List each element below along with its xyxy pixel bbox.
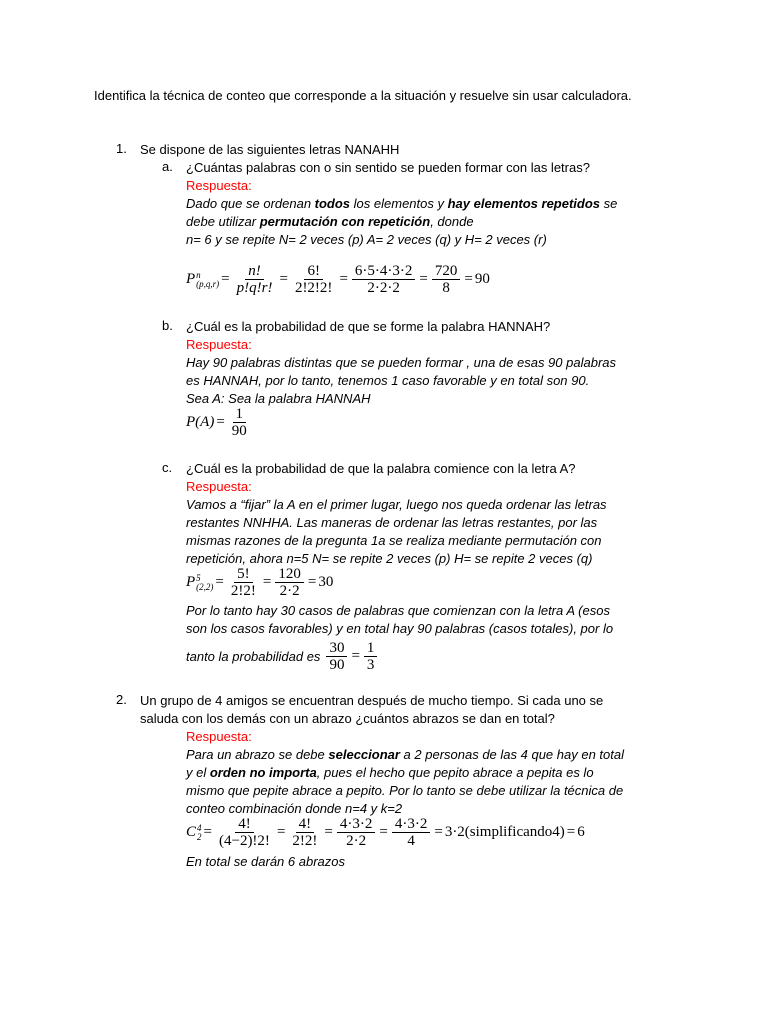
q2-frac-1-num: 4! — [235, 816, 254, 833]
q2-frac-2-num: 4! — [296, 816, 315, 833]
q1b-formula: P(A) = $\frac{1}{90}$ — [186, 406, 252, 439]
q1-title: Se dispone de las siguientes letras NANAHH — [140, 142, 400, 157]
q2-formula: C 4 2 = $\frac{4!}{(4-2)!2!}$ = $\frac{4!}{2!2!}$ = $\frac{4\cdot 3\cdot 2}{2\cdot 2}$ = $\frac{4\cdot 3\cdot 2}{4}$ = 3·2(simplificando4) = 6 — [186, 816, 585, 849]
q1c-frac-2 — [275, 566, 304, 599]
q2-frac-2-den: 2!2! — [292, 833, 318, 849]
q1a-formula-sup: n — [196, 269, 201, 280]
q1c-formula-sup: 5 — [196, 572, 201, 583]
q1a-formula: P n (p,q,r) = $\frac{n!}{p!q!r!}$ = $\frac{6!}{2!2!2!}$ = $\frac{6\cdot 5\cdot 4\cdot 3\cdot 2}{2\cdot 2\cdot 2}$ = $\frac{720}{8}$ = 90 — [186, 263, 490, 296]
q1a-response-label: Respuesta: — [186, 178, 252, 193]
q2-formula-indices — [197, 824, 202, 842]
q2-answer-line-2 — [186, 764, 676, 782]
q1c-frac-1-den: 2!2! — [230, 583, 256, 599]
q2-frac-4-den: 4 — [407, 833, 415, 849]
q1a-block — [186, 159, 666, 249]
q1c-probability-formula: $\frac{30}{90}$ = $\frac{1}{3}$ — [324, 640, 379, 673]
q2-title-line-2: saluda con los demás con un abrazo ¿cuántos abrazos se dan en total? — [140, 711, 555, 726]
q2-conclusion: En total se darán 6 abrazos — [186, 854, 345, 869]
q1a-text: , donde — [430, 214, 474, 229]
q1a-text: se — [600, 196, 618, 211]
q1c-probability-line — [186, 638, 379, 674]
q1b-frac — [229, 406, 250, 439]
q1a-letter: a. — [162, 159, 173, 174]
q2-frac-4 — [392, 816, 431, 849]
q2-formula-result: 6 — [577, 824, 585, 840]
q2-formula-sub: 2 — [197, 831, 202, 842]
q1a-frac-1-num: n! — [245, 263, 264, 280]
q2-answer-line-1 — [186, 746, 676, 764]
q2-text: , pues el hecho que pepito abrace a pepita es lo — [316, 765, 594, 780]
q1c-block — [186, 460, 666, 568]
q1c-letter: c. — [162, 460, 173, 475]
q1a-frac-4-den: 8 — [442, 280, 450, 296]
q1c-frac-1 — [228, 566, 259, 599]
q2-bold-orden: orden no importa — [209, 765, 317, 780]
q1b-answer-line-3: Sea A: Sea la palabra HANNAH — [186, 391, 371, 406]
q1a-frac-3-num: 6·5·4·3·2 — [352, 263, 415, 280]
q1-number: 1. — [116, 141, 127, 156]
q2-title — [140, 692, 680, 728]
q1a-text: Dado que se ordenan — [186, 196, 315, 211]
q2-number: 2. — [116, 692, 127, 707]
q1c-prob-frac-1 — [326, 640, 347, 673]
q1a-answer-line-2 — [186, 213, 666, 231]
q1c-frac-1-num: 5! — [234, 566, 253, 583]
q2-response-label: Respuesta: — [186, 729, 252, 744]
q2-answer-line-3: mismo que pepite abrace a pepito. Por lo tanto se debe utilizar la técnica de — [186, 783, 624, 798]
q1c-frac-2-den: 2·2 — [279, 583, 300, 599]
q1a-frac-2-den: 2!2!2! — [294, 280, 333, 296]
q2-formula-symbol: C — [186, 824, 197, 840]
q1a-answer-line-3: n= 6 y se repite N= 2 veces (p) A= 2 veces (q) y H= 2 veces (r) — [186, 232, 547, 247]
q1c-formula: P 5 (2,2) = $\frac{5!}{2!2!}$ = $\frac{120}{2\cdot 2}$ = 30 — [186, 566, 334, 599]
q1a-frac-1-den: p!q!r! — [236, 280, 273, 296]
q2-frac-1-den: (4−2)!2! — [218, 833, 270, 849]
q1b-question: ¿Cuál es la probabilidad de que se forme la palabra HANNAH? — [186, 319, 551, 334]
q1a-formula-result: 90 — [474, 271, 490, 287]
q1a-question: ¿Cuántas palabras con o sin sentido se pueden formar con las letras? — [186, 160, 590, 175]
q2-bold-seleccionar: seleccionar — [328, 747, 400, 762]
q1c-prob-frac-2 — [364, 640, 378, 673]
q1a-text: los elementos y — [350, 196, 448, 211]
q1c-answer-line-6: son los casos favorables) y en total hay 90 palabras (casos totales), por lo — [186, 621, 614, 636]
q1b-formula-lhs: P(A) — [186, 414, 215, 430]
q1c-formula-result: 30 — [318, 574, 334, 590]
q1c-answer-line-5: Por lo tanto hay 30 casos de palabras que comienzan con la letra A (esos — [186, 603, 610, 618]
q1c-question: ¿Cuál es la probabilidad de que la palabra comience con la letra A? — [186, 461, 576, 476]
q1a-frac-2 — [292, 263, 336, 296]
q1b-answer-line-1: Hay 90 palabras distintas que se pueden formar , una de esas 90 palabras — [186, 355, 616, 370]
q2-formula-simplification: 3·2(simplificando4) — [444, 824, 565, 840]
q1c-prob-frac-2-num: 1 — [364, 640, 378, 657]
q1c-frac-2-num: 120 — [275, 566, 304, 583]
q1c-answer-line-7: tanto la probabilidad es — [186, 648, 321, 664]
q1a-frac-4 — [432, 263, 461, 296]
q1a-frac-2-num: 6! — [304, 263, 323, 280]
q1a-formula-indices — [196, 271, 219, 289]
q2-answer-line-4: conteo combinación donde n=4 y k=2 — [186, 801, 403, 816]
intro-instructions: Identifica la técnica de conteo que corresponde a la situación y resuelve sin usar calculadora. — [94, 88, 632, 103]
q1a-frac-1 — [234, 263, 276, 296]
q1b-frac-num: 1 — [233, 406, 247, 423]
q1a-frac-3-den: 2·2·2 — [367, 280, 400, 296]
q1a-bold-technique: permutación con repetición — [259, 214, 431, 229]
q1c-formula-symbol: P — [186, 574, 196, 590]
q2-text: Para un abrazo se debe — [186, 747, 329, 762]
q1c-formula-indices — [196, 574, 213, 592]
q1c-formula-sub: (2,2) — [196, 581, 214, 592]
q1c-answer-line-3: mismas razones de la pregunta 1a se realiza mediante permutación con — [186, 533, 602, 548]
q1c-response-label: Respuesta: — [186, 479, 252, 494]
q2-text: y el — [186, 765, 210, 780]
q2-frac-3-num: 4·3·2 — [337, 816, 376, 833]
q1c-answer-line-1: Vamos a “fijar” la A en el primer lugar, luego nos queda ordenar las letras — [186, 497, 607, 512]
q2-frac-3 — [337, 816, 376, 849]
q1a-answer-line-1 — [186, 195, 666, 213]
q2-title-line-1: Un grupo de 4 amigos se encuentran después de mucho tiempo. Si cada uno se — [140, 693, 604, 708]
q1a-bold-todos: todos — [314, 196, 351, 211]
q1c-prob-frac-2-den: 3 — [366, 656, 375, 673]
q1a-frac-4-num: 720 — [432, 263, 461, 280]
q1a-frac-3 — [352, 263, 415, 296]
q1b-frac-den: 90 — [231, 423, 247, 439]
q1b-response-label: Respuesta: — [186, 337, 252, 352]
q1c-conclusion — [186, 602, 666, 638]
q1c-prob-frac-1-den: 90 — [329, 656, 345, 673]
q2-frac-4-num: 4·3·2 — [392, 816, 431, 833]
q1a-formula-sub: (p,q,r) — [196, 278, 220, 289]
q1c-prob-frac-1-num: 30 — [326, 640, 347, 657]
q2-frac-3-den: 2·2 — [346, 833, 367, 849]
q2-formula-sup: 4 — [197, 822, 202, 833]
q1b-answer-line-2: es HANNAH, por lo tanto, tenemos 1 caso favorable y en total son 90. — [186, 373, 590, 388]
q2-answer-block — [186, 728, 676, 818]
q2-frac-2 — [289, 816, 320, 849]
q1b-letter: b. — [162, 318, 173, 333]
q1b-block — [186, 318, 666, 408]
q1c-answer-line-2: restantes NNHHA. Las maneras de ordenar las letras restantes, por las — [186, 515, 598, 530]
q2-frac-1 — [216, 816, 273, 849]
q1a-bold-repetidos: hay elementos repetidos — [447, 196, 601, 211]
q1c-answer-line-4: repetición, ahora n=5 N= se repite 2 veces (p) H= se repite 2 veces (q) — [186, 551, 593, 566]
q1a-formula-symbol: P — [186, 271, 196, 287]
q1a-text: debe utilizar — [186, 214, 260, 229]
q2-text: a 2 personas de las 4 que hay en total — [399, 747, 624, 762]
